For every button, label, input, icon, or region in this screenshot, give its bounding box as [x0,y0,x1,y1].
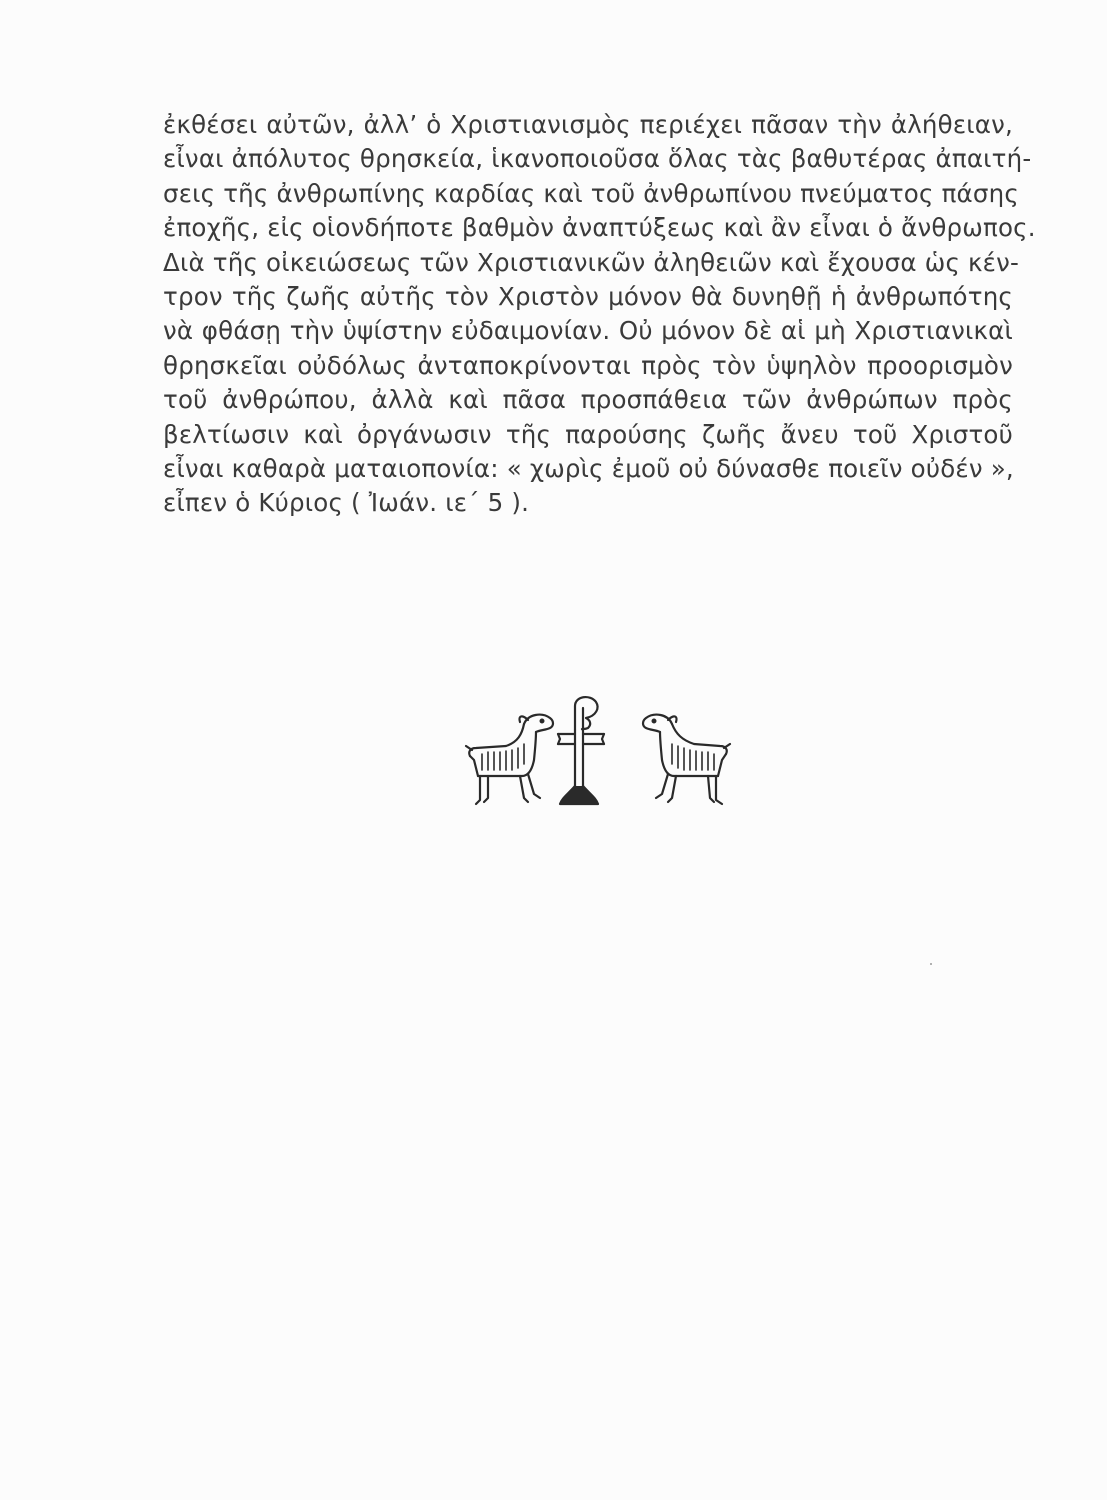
right-lamb-icon [643,715,730,804]
body-text [163,108,1036,521]
text-line: βελτίωσιν καὶ ὀργάνωσιν τῆς παρούσης ζωῆς ἄνευ τοῦ Χριστοῦ [163,419,1013,449]
text-line: νὰ φθάσῃ τὴν ὑψίστην εὐδαιμονίαν. Οὐ μόνον δὲ αἱ μὴ Χριστιανικαὶ [163,316,1013,346]
text-line: τοῦ ἀνθρώπου, ἀλλὰ καὶ πᾶσα προσπάθεια τῶν ἀνθρώπων πρὸς [163,385,1013,415]
text-line: σεις τῆς ἀνθρωπίνης καρδίας καὶ τοῦ ἀνθρωπίνου πνεύματος πάσης [163,178,1019,208]
text-line-last: εἶπεν ὁ Κύριος ( Ἰωάν. ιε΄ 5 ). [163,488,530,518]
text-line: ἐκθέσει αὐτῶν, ἀλλ’ ὁ Χριστιανισμὸς περιέχει πᾶσαν τὴν ἀλήθειαν, [163,110,1013,139]
text-line: τρον τῆς ζωῆς αὐτῆς τὸν Χριστὸν μόνον θὰ δυνηθῇ ἡ ἀνθρωπότης [163,282,1013,312]
text-line: Διὰ τῆς οἰκειώσεως τῶν Χριστιανικῶν ἀληθειῶν καὶ ἔχουσα ὡς κέν- [163,247,1020,277]
text-line: εἶναι ἀπόλυτος θρησκεία, ἱκανοποιοῦσα ὅλας τὰς βαθυτέρας ἀπαιτή- [163,144,1032,174]
text-line: εἶναι καθαρὰ ματαιοπονία: « χωρὶς ἐμοῦ οὐ δύνασθε ποιεῖν οὐδέν », [163,454,1014,484]
text-line: θρησκεῖαι οὐδόλως ἀνταποκρίνονται πρὸς τὸν ὑψηλὸν προορισμὸν [163,350,1013,380]
ink-speck [930,963,932,965]
cross-icon [558,697,604,804]
left-lamb-icon [466,715,553,804]
text-line: ἐποχῆς, εἰς οἱονδήποτε βαθμὸν ἀναπτύξεως καὶ ἂν εἶναι ὁ ἄνθρωπος. [163,213,1036,243]
lambs-and-cross-ornament [462,690,737,815]
